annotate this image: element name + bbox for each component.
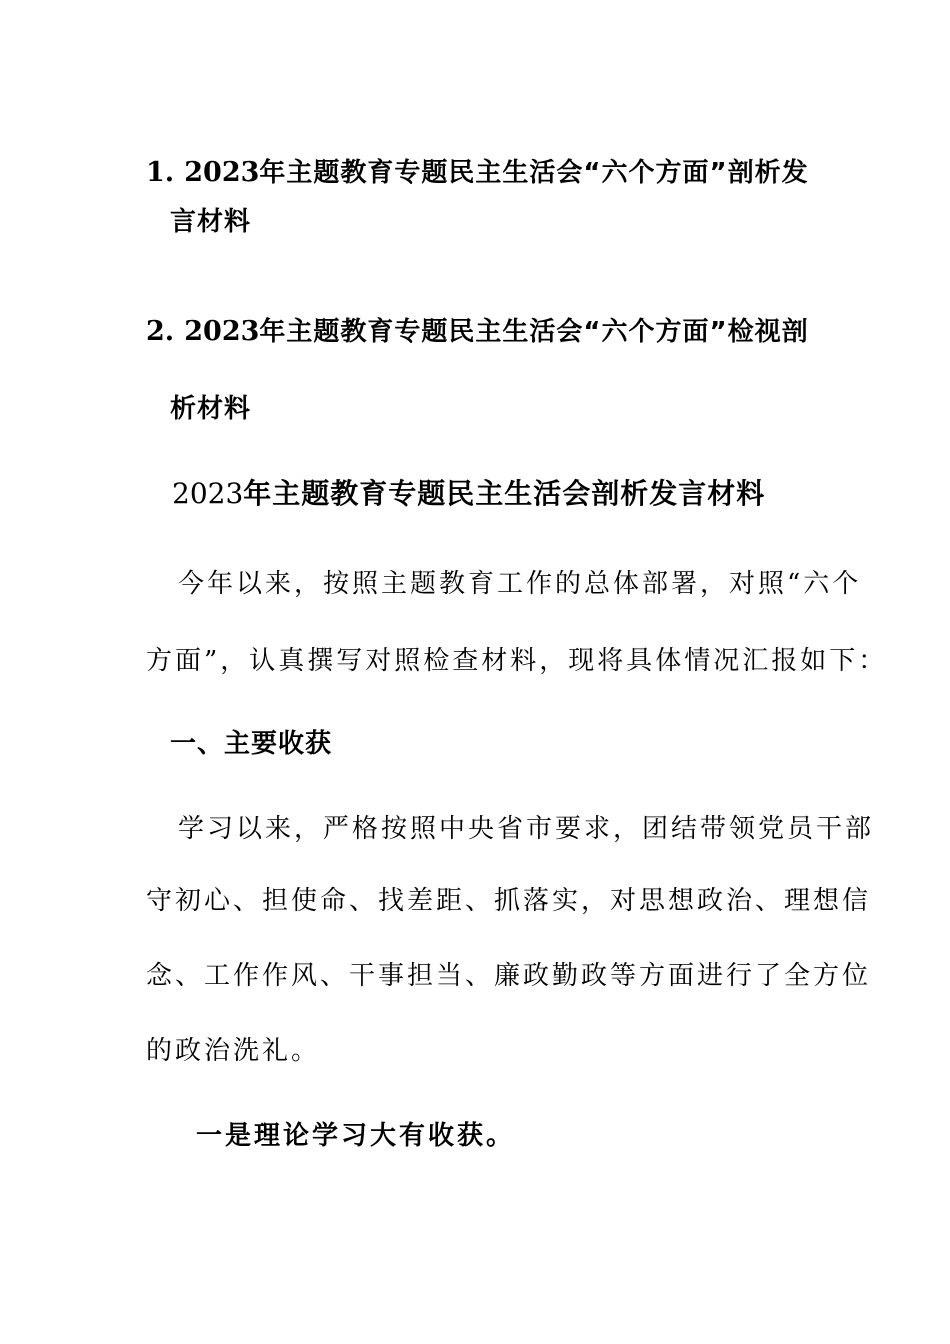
document-title: [172, 472, 765, 512]
toc-item-1-year: 2023: [184, 157, 260, 188]
toc-item-2: [146, 311, 809, 348]
section-heading: 一、主要收获: [170, 729, 333, 759]
toc-item-2-year: 2023: [184, 316, 260, 347]
toc-item-2-number: 2.: [146, 316, 175, 347]
toc-item-1-continuation: 言材料: [170, 207, 252, 237]
paragraph-line-2: 守初心、担使命、找差距、抓落实，对思想政治、理想信: [146, 886, 872, 916]
document-title-text: 年主题教育专题民主生活会剖析发言材料: [243, 477, 766, 510]
toc-item-1-number: 1.: [146, 157, 175, 188]
paragraph-line-3: 念、工作作风、干事担当、廉政勤政等方面进行了全方位: [146, 961, 872, 991]
intro-line-2: 方面”，认真撰写对照检查材料，现将具体情况汇报如下：: [146, 646, 888, 676]
toc-item-1-title: 年主题教育专题民主生活会“六个方面”剖析发: [259, 158, 809, 188]
paragraph-line-4: 的政治洗礼。: [146, 1036, 321, 1066]
document-title-year: 2023: [172, 477, 244, 510]
paragraph-line-1: 学习以来，严格按照中央省市要求，团结带领党员干部: [178, 814, 875, 844]
toc-item-1: [146, 152, 809, 189]
intro-line-1: 今年以来，按照主题教育工作的总体部署，对照“六个: [178, 569, 862, 599]
toc-item-2-continuation: 析材料: [170, 394, 252, 424]
toc-item-2-title: 年主题教育专题民主生活会“六个方面”检视剖: [259, 317, 809, 347]
subheading: 一是理论学习大有收获。: [196, 1121, 516, 1151]
